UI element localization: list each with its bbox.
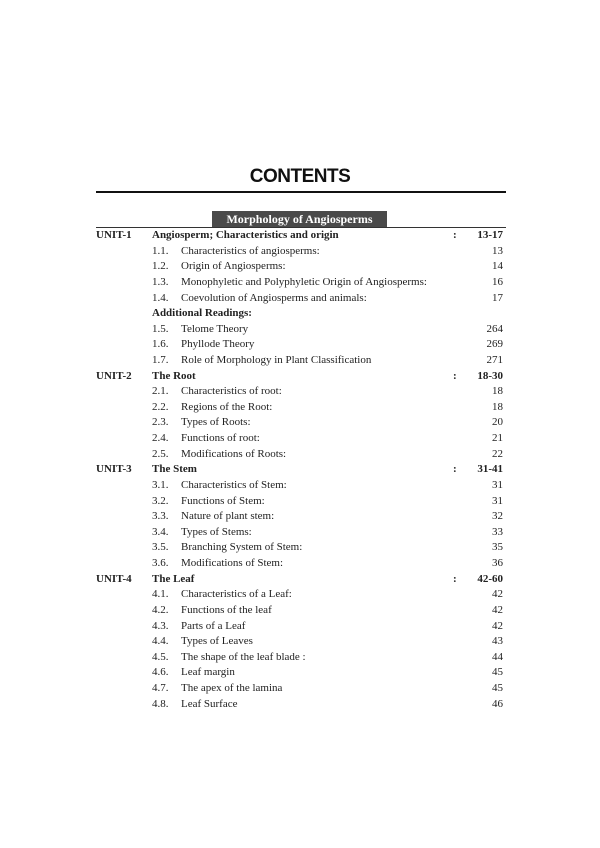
- entry-page: 35: [492, 541, 503, 554]
- unit-label: UNIT-3: [96, 463, 132, 476]
- additional-readings-heading: Additional Readings:: [152, 307, 252, 320]
- unit-heading-row: [0, 369, 600, 384]
- toc-entry: [0, 603, 600, 618]
- toc-entry: [0, 384, 600, 399]
- unit-page-range: 31-41: [477, 463, 503, 476]
- entry-title[interactable]: Branching System of Stem:: [181, 541, 303, 554]
- toc-entry: [0, 478, 600, 493]
- entry-title[interactable]: Parts of a Leaf: [181, 619, 246, 632]
- section-heading: Morphology of Angiosperms: [212, 211, 387, 228]
- unit-heading-row: [0, 462, 600, 477]
- entry-number: 1.7.: [152, 354, 169, 366]
- entry-number: 3.4.: [152, 525, 169, 538]
- entry-page: 36: [492, 557, 503, 569]
- unit-title[interactable]: The Root: [152, 369, 196, 382]
- toc-entry: [0, 650, 600, 665]
- title-rule: [96, 191, 506, 193]
- toc-entry: [0, 275, 600, 290]
- entry-page: 18: [492, 400, 503, 413]
- entry-title[interactable]: Functions of root:: [181, 432, 260, 445]
- toc-entry: [0, 400, 600, 415]
- entry-title[interactable]: Functions of the leaf: [181, 603, 272, 616]
- entry-title[interactable]: Role of Morphology in Plant Classification: [181, 354, 372, 366]
- entry-number: 3.6.: [152, 557, 169, 569]
- entry-page: 42: [492, 588, 503, 601]
- unit-title[interactable]: The Stem: [152, 463, 197, 476]
- entry-number: 2.4.: [152, 432, 169, 445]
- additional-readings-row: [0, 306, 600, 321]
- entry-title[interactable]: The shape of the leaf blade :: [181, 650, 306, 663]
- entry-title[interactable]: Telome Theory: [181, 322, 249, 335]
- entry-title[interactable]: Functions of Stem:: [181, 494, 265, 507]
- entry-title[interactable]: Characteristics of Stem:: [181, 478, 287, 491]
- entry-page: 46: [492, 697, 503, 710]
- entry-page: 22: [492, 447, 503, 460]
- unit-colon: :: [453, 463, 457, 476]
- toc-entry: [0, 291, 600, 306]
- entry-page: 18: [492, 385, 503, 398]
- entry-number: 4.3.: [152, 619, 169, 632]
- entry-title[interactable]: Leaf Surface: [181, 697, 238, 710]
- entry-page: 33: [492, 525, 503, 538]
- toc-entry: [0, 556, 600, 571]
- entry-title[interactable]: Phyllode Theory: [181, 338, 255, 351]
- entry-number: 3.2.: [152, 494, 169, 507]
- unit-title[interactable]: Angiosperm; Characteristics and origin: [152, 229, 339, 241]
- unit-page-range: 13-17: [477, 229, 503, 241]
- entry-page: 44: [492, 650, 503, 663]
- entry-page: 43: [492, 635, 503, 648]
- entry-title[interactable]: Regions of the Root:: [181, 400, 273, 413]
- toc-entry: [0, 431, 600, 446]
- entry-page: 16: [492, 275, 503, 288]
- toc-entry: [0, 244, 600, 259]
- entry-title[interactable]: The apex of the lamina: [181, 682, 283, 694]
- entry-number: 2.5.: [152, 447, 169, 460]
- toc-entry: [0, 415, 600, 430]
- entry-page: 21: [492, 432, 503, 445]
- entry-page: 45: [492, 682, 503, 694]
- entry-number: 2.3.: [152, 416, 169, 429]
- unit-heading-row: [0, 572, 600, 587]
- entry-page: 31: [492, 478, 503, 491]
- entry-page: 31: [492, 494, 503, 507]
- entry-number: 4.2.: [152, 603, 169, 616]
- entry-number: 1.1.: [152, 244, 169, 257]
- entry-title[interactable]: Types of Stems:: [181, 525, 252, 538]
- toc-entry: [0, 619, 600, 634]
- toc-entry: [0, 634, 600, 649]
- entry-title[interactable]: Types of Roots:: [181, 416, 251, 429]
- toc-entry: [0, 259, 600, 274]
- toc-entry: [0, 665, 600, 680]
- entry-number: 4.1.: [152, 588, 169, 601]
- entry-number: 1.4.: [152, 291, 169, 304]
- entry-page: 264: [486, 322, 503, 335]
- unit-label: UNIT-4: [96, 572, 132, 585]
- entry-page: 45: [492, 666, 503, 679]
- toc-entry: [0, 353, 600, 368]
- entry-page: 20: [492, 416, 503, 429]
- entry-title[interactable]: Modifications of Stem:: [181, 557, 284, 569]
- entry-number: 1.6.: [152, 338, 169, 351]
- toc-entry: [0, 337, 600, 352]
- entry-page: 14: [492, 260, 503, 273]
- entry-page: 271: [486, 354, 503, 366]
- entry-title[interactable]: Nature of plant stem:: [181, 510, 275, 523]
- entry-number: 2.1.: [152, 385, 169, 398]
- entry-title[interactable]: Characteristics of root:: [181, 385, 282, 398]
- unit-colon: :: [453, 369, 457, 382]
- unit-colon: :: [453, 229, 457, 241]
- toc-entry: [0, 494, 600, 509]
- entry-number: 4.6.: [152, 666, 169, 679]
- entry-number: 3.5.: [152, 541, 169, 554]
- toc-entry: [0, 587, 600, 602]
- entry-title[interactable]: Characteristics of angiosperms:: [181, 244, 320, 257]
- entry-title[interactable]: Origin of Angiosperms:: [181, 260, 286, 273]
- entry-title[interactable]: Leaf margin: [181, 666, 235, 679]
- unit-label: UNIT-1: [96, 229, 132, 241]
- toc-entry: [0, 540, 600, 555]
- entry-page: 13: [492, 244, 503, 257]
- toc-entry: [0, 697, 600, 712]
- entry-number: 1.3.: [152, 275, 169, 288]
- toc-entry: [0, 322, 600, 337]
- unit-page-range: 42-60: [477, 572, 503, 585]
- unit-title[interactable]: The Leaf: [152, 572, 195, 585]
- entry-number: 4.4.: [152, 635, 169, 648]
- entry-title[interactable]: Coevolution of Angiosperms and animals:: [181, 291, 367, 304]
- entry-title[interactable]: Characteristics of a Leaf:: [181, 588, 292, 601]
- entry-number: 2.2.: [152, 400, 169, 413]
- entry-number: 3.1.: [152, 478, 169, 491]
- entry-number: 4.5.: [152, 650, 169, 663]
- unit-heading-row: [0, 228, 600, 243]
- page-title: CONTENTS: [249, 166, 351, 187]
- entry-page: 269: [486, 338, 503, 351]
- entry-number: 3.3.: [152, 510, 169, 523]
- toc-entry: [0, 447, 600, 462]
- entry-page: 17: [492, 291, 503, 304]
- entry-title[interactable]: Monophyletic and Polyphyletic Origin of Angiosperms:: [181, 275, 427, 288]
- toc-entry: [0, 525, 600, 540]
- entry-number: 1.2.: [152, 260, 169, 273]
- entry-page: 32: [492, 510, 503, 523]
- entry-title[interactable]: Modifications of Roots:: [181, 447, 287, 460]
- unit-page-range: 18-30: [477, 369, 503, 382]
- entry-number: 1.5.: [152, 322, 169, 335]
- entry-page: 42: [492, 619, 503, 632]
- entry-page: 42: [492, 603, 503, 616]
- toc-entry: [0, 681, 600, 696]
- entry-number: 4.8.: [152, 697, 169, 710]
- unit-colon: :: [453, 572, 457, 585]
- entry-title[interactable]: Types of Leaves: [181, 635, 253, 648]
- entry-number: 4.7.: [152, 682, 169, 694]
- unit-label: UNIT-2: [96, 369, 132, 382]
- toc-entry: [0, 509, 600, 524]
